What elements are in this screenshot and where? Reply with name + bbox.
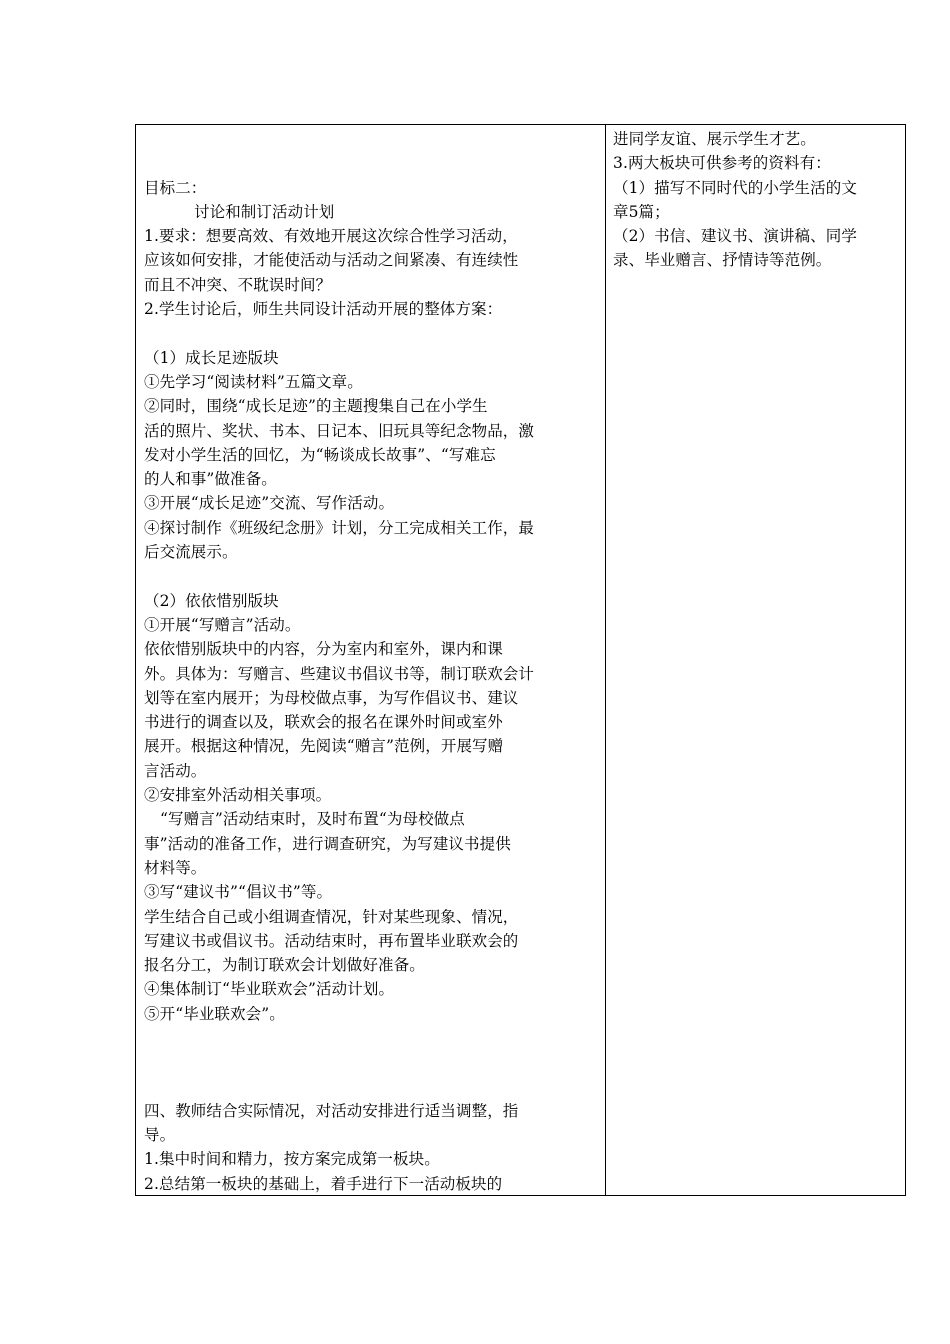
left-text-line: 展开。根据这种情况，先阅读“赠言”范例，开展写赠 (144, 737, 504, 756)
left-text-line: 写建议书或倡议书。活动结束时，再布置毕业联欢会的 (144, 931, 519, 950)
left-text-line (144, 151, 597, 175)
left-text-line: ⑤开“毕业联欢会”。 (144, 1004, 285, 1023)
left-text-line: ③开展“成长足迹”交流、写作活动。 (144, 494, 395, 513)
left-text-line (144, 1050, 597, 1074)
left-text-line: 事”活动的准备工作，进行调查研究，为写建议书提供 (144, 834, 511, 853)
left-text-line: ④探讨制作《班级纪念册》计划，分工完成相关工作，最 (144, 518, 535, 537)
left-text-line: 而且不冲突、不耽误时间？ (144, 275, 332, 294)
left-text-line (144, 321, 597, 345)
right-column (606, 125, 905, 1195)
left-text-line: 四、教师结合实际情况，对活动安排进行适当调整，指 (144, 1101, 519, 1120)
left-text-line: 外。具体为：写赠言、些建议书倡议书等，制订联欢会计 (144, 664, 535, 683)
left-text-line: ②同时，围绕“成长足迹”的主题搜集自己在小学生 (144, 397, 488, 416)
left-text-line (144, 127, 597, 151)
right-text-line: 章5篇； (613, 202, 670, 221)
left-text-line: 划等在室内展开；为母校做点事，为写作倡议书、建议 (144, 688, 519, 707)
left-text-line (144, 1026, 597, 1050)
left-text-line: （1）成长足迹版块 (144, 348, 279, 367)
left-text-line: 导。 (144, 1126, 176, 1145)
left-text-line: ①先学习“阅读材料”五篇文章。 (144, 372, 363, 391)
left-text-line: 1.集中时间和精力，按方案完成第一板块。 (144, 1150, 440, 1169)
left-text-line: 活的照片、奖状、书本、日记本、旧玩具等纪念物品，激 (144, 421, 535, 440)
left-text-line: 报名分工，为制订联欢会计划做好准备。 (144, 956, 425, 975)
left-text-line: “写赠言”活动结束时，及时布置“为母校做点 (160, 810, 465, 829)
left-text-line: ③写“建议书”“倡议书”等。 (144, 883, 333, 902)
right-text-line: 进同学友谊、展示学生才艺。 (613, 130, 816, 148)
left-text-line (144, 564, 597, 588)
left-text-line: 言活动。 (144, 761, 207, 780)
left-text-line: 的人和事”做准备。 (144, 470, 277, 489)
left-text-line: 后交流展示。 (144, 543, 238, 562)
left-text-line: 讨论和制订活动计划 (194, 202, 335, 221)
left-text-line: （2）依依惜别版块 (144, 591, 279, 610)
left-column (136, 125, 606, 1195)
right-text-line: （1）描写不同时代的小学生活的文 (613, 178, 857, 197)
left-text-line: 2.学生讨论后，师生共同设计活动开展的整体方案： (144, 300, 503, 319)
right-text-line: （2）书信、建议书、演讲稿、同学 (613, 227, 857, 246)
left-text-line: 2.总结第一板块的基础上，着手进行下一活动板块的 (144, 1174, 503, 1193)
right-text-line: 3.两大板块可供参考的资料有： (613, 154, 831, 173)
left-text-line (144, 1075, 597, 1099)
document-table (135, 124, 906, 1196)
left-text-line: ②安排室外活动相关事项。 (144, 786, 332, 805)
left-text-line: 学生结合自己或小组调查情况，针对某些现象、情况， (144, 907, 519, 926)
left-text-line: 书进行的调查以及，联欢会的报名在课外时间或室外 (144, 713, 503, 732)
left-text-line: 发对小学生活的回忆，为“畅谈成长故事”、“写难忘 (144, 445, 496, 464)
left-text-line: ④集体制订“毕业联欢会”活动计划。 (144, 980, 395, 999)
left-text-line: 1.要求：想要高效、有效地开展这次综合性学习活动， (144, 227, 518, 246)
left-text-line: ①开展“写赠言”活动。 (144, 615, 301, 634)
left-text-line: 材料等。 (144, 858, 207, 877)
left-text-line: 应该如何安排，才能使活动与活动之间紧凑、有连续性 (144, 251, 519, 270)
left-text-line: 依依惜别版块中的内容，分为室内和室外，课内和课 (144, 640, 503, 659)
left-text-line: 目标二： (144, 178, 207, 197)
right-text-line: 录、毕业赠言、抒情诗等范例。 (613, 251, 832, 270)
